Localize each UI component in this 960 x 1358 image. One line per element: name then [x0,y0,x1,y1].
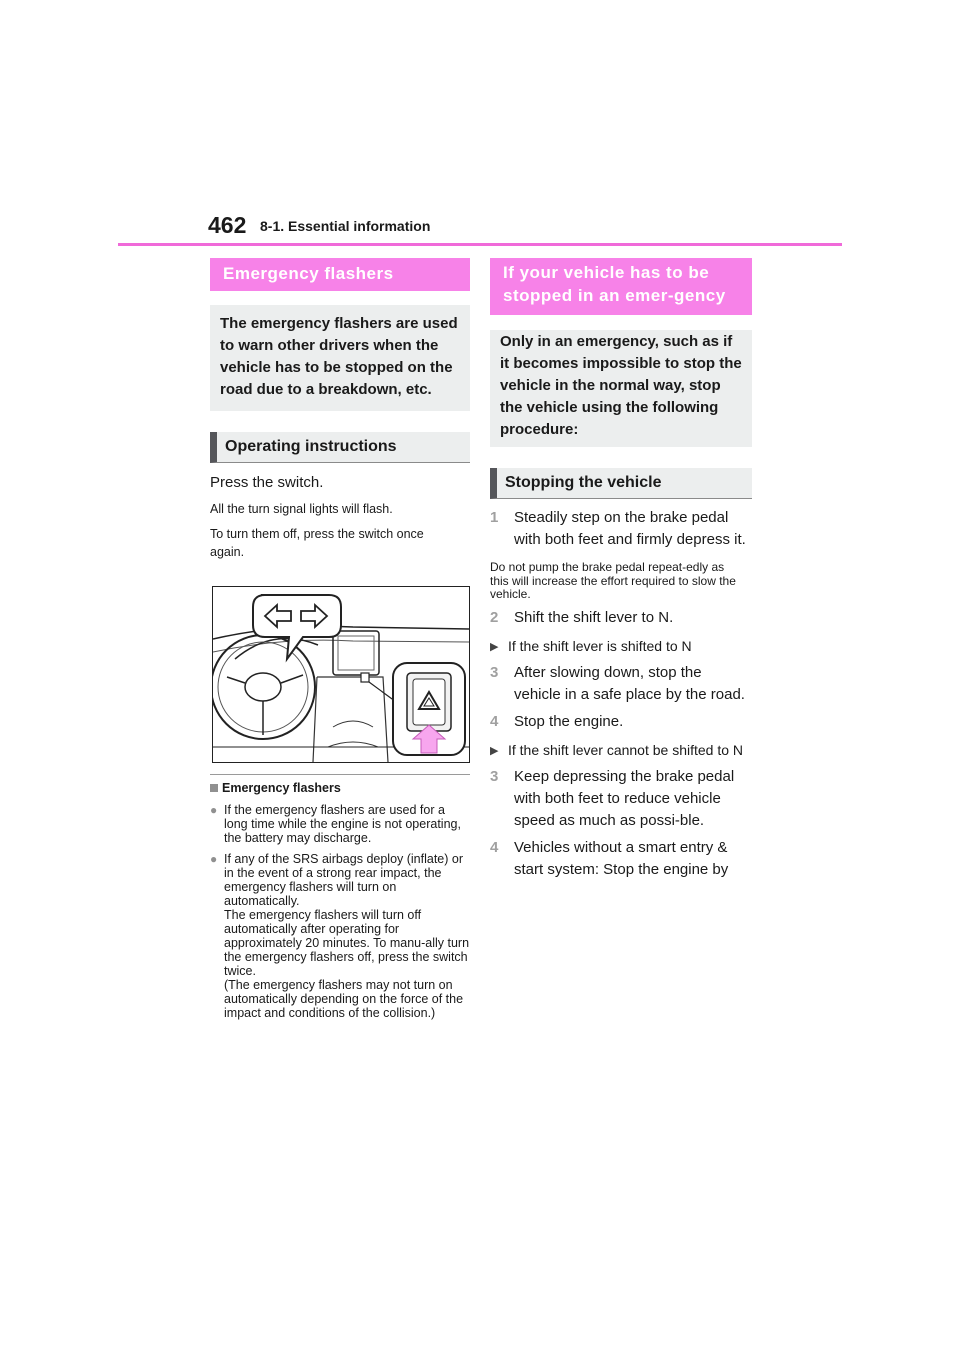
step-1-note: Do not pump the brake pedal repeat-edly as this will increase the effort required to slow the vehicle. [490,560,736,601]
notes-heading [210,781,470,795]
circle-bullet-icon: ● [210,803,218,817]
note-bullet [210,852,470,1020]
section-title-emergency-flashers: Emergency flashers [210,258,470,291]
header-rule [118,243,842,246]
dashboard-drawing [213,587,469,762]
section-title-emergency-stop: If your vehicle has to be stopped in an emer-gency [490,258,752,315]
page-number: 462 [208,212,247,238]
step-number: 4 [490,712,499,730]
step-1 [490,507,752,551]
triangle-right-icon: ▶ [490,640,499,653]
step-3a [490,662,752,706]
step-2 [490,607,752,629]
subhead-operating-instructions: Operating instructions [210,432,470,463]
step-number: 4 [490,838,499,856]
step-text: After slowing down, stop the vehicle in a safe place by the road. [514,663,745,703]
notes-rule [210,774,470,775]
case-text: If the shift lever cannot be shifted to N [508,741,744,758]
notes-heading-text: Emergency flashers [222,781,341,795]
step-text: Shift the shift lever to N. [514,608,674,626]
bullet-text: If the emergency flashers are used for a long time while the engine is not operating, the battery may discharge. [224,803,461,845]
note-flash: All the turn signal lights will flash. [210,502,393,516]
case-cannot-shift-to-n [490,739,752,762]
note-turn-off: To turn them off, press the switch once again. [210,527,424,559]
right-intro-box: Only in an emergency, such as if it becomes impossible to stop the vehicle in the normal way, stop the vehicle using the following procedure: [490,330,752,447]
note-bullet [210,803,470,845]
square-bullet-icon [210,784,218,792]
step-number: 3 [490,663,499,681]
step-3b [490,766,752,832]
step-4b [490,837,752,881]
bullet-text: (The emergency flashers may not turn on automatically depending on the force of the impact and conditions of the collision.) [224,978,464,1020]
right-column [490,258,752,881]
step-number: 1 [490,509,499,526]
step-number: 2 [490,608,499,626]
intro-box: The emergency flashers are used to warn other drivers when the vehicle has to be stopped on the road due to a breakdown, etc. [210,305,470,411]
case-shifted-to-n [490,635,752,658]
circle-bullet-icon: ● [210,852,218,866]
dashboard-illustration [212,586,470,763]
left-column [210,258,470,561]
subhead-stopping-the-vehicle: Stopping the vehicle [490,468,752,499]
step-text: Stop the engine. [514,712,624,730]
bullet-text: If any of the SRS airbags deploy (inflate) or in the event of a strong rear impact, the emergency flashers will turn on automatically. [224,852,464,908]
triangle-right-icon: ▶ [490,744,499,757]
bullet-text: The emergency flashers will turn off automatically after operating for approximately 20 minutes. To manu-ally turn the emergency flashers off, press the switch twice. [224,908,470,978]
notes-section [210,774,470,1020]
step-number: 3 [490,767,499,785]
case-text: If the shift lever is shifted to N [508,637,692,654]
step-4a [490,711,752,733]
instruction-text: Press the switch. [210,474,324,491]
step-text: Keep depressing the brake pedal with both feet to reduce vehicle speed as much as possi-ble. [514,767,735,829]
chapter-title: 8-1. Essential information [260,218,431,234]
step-text: Steadily step on the brake pedal with both feet and firmly depress it. [514,509,746,548]
step-text: Vehicles without a smart entry & start system: Stop the engine by [514,838,729,878]
